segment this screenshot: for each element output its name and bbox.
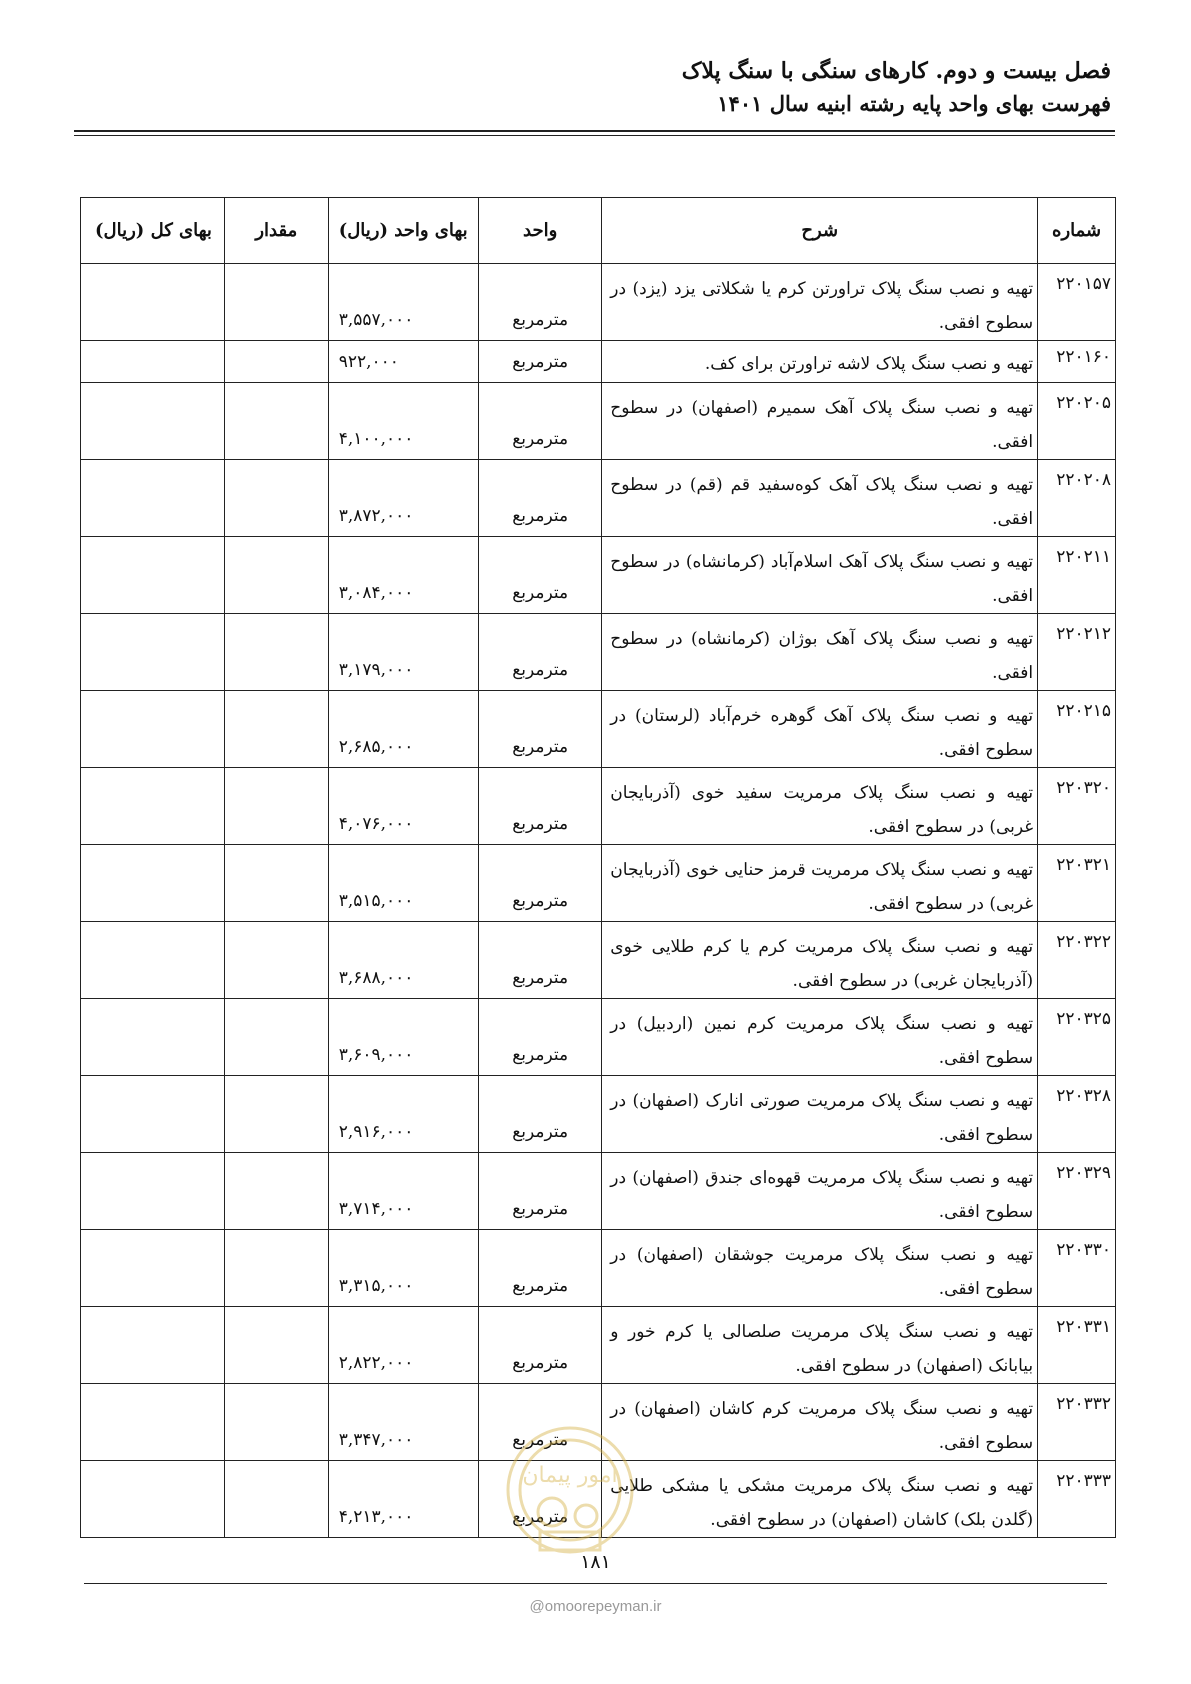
row-description: تهیه و نصب سنگ پلاک لاشه تراورتن برای کف. xyxy=(602,341,1038,383)
row-quantity xyxy=(224,460,328,537)
row-total xyxy=(81,264,225,341)
row-quantity xyxy=(224,264,328,341)
row-description: تهیه و نصب سنگ پلاک مرمریت جوشقان (اصفهان) در سطوح افقی. xyxy=(602,1230,1038,1307)
table-row xyxy=(81,999,1116,1076)
price-table xyxy=(80,197,1116,1538)
row-unit: مترمربع xyxy=(479,1230,602,1307)
row-code: ۲۲۰۳۳۰ xyxy=(1038,1230,1116,1307)
row-description: تهیه و نصب سنگ پلاک آهک سمیرم (اصفهان) در سطوح افقی. xyxy=(602,383,1038,460)
row-total xyxy=(81,614,225,691)
row-unit: مترمربع xyxy=(479,383,602,460)
row-description: تهیه و نصب سنگ پلاک مرمریت صورتی انارک (اصفهان) در سطوح افقی. xyxy=(602,1076,1038,1153)
row-description: تهیه و نصب سنگ پلاک آهک بوژان (کرمانشاه) در سطوح افقی. xyxy=(602,614,1038,691)
row-unit-price: ۳,۶۰۹,۰۰۰ xyxy=(328,999,478,1076)
header-unit: واحد xyxy=(479,198,602,264)
row-unit: مترمربع xyxy=(479,768,602,845)
row-quantity xyxy=(224,768,328,845)
table-row xyxy=(81,460,1116,537)
row-quantity xyxy=(224,1307,328,1384)
table-row xyxy=(81,341,1116,383)
row-unit-price: ۳,۳۱۵,۰۰۰ xyxy=(328,1230,478,1307)
header-description: شرح xyxy=(602,198,1038,264)
row-description: تهیه و نصب سنگ پلاک مرمریت کرم یا کرم طلایی خوی (آذربایجان غربی) در سطوح افقی. xyxy=(602,922,1038,999)
row-total xyxy=(81,922,225,999)
row-total xyxy=(81,537,225,614)
header-rule-thin xyxy=(74,135,1115,136)
row-unit: مترمربع xyxy=(479,264,602,341)
row-code: ۲۲۰۳۲۰ xyxy=(1038,768,1116,845)
row-total xyxy=(81,1461,225,1538)
row-unit-price: ۳,۵۵۷,۰۰۰ xyxy=(328,264,478,341)
row-quantity xyxy=(224,922,328,999)
row-quantity xyxy=(224,1384,328,1461)
row-description: تهیه و نصب سنگ پلاک آهک کوه‌سفید قم (قم) در سطوح افقی. xyxy=(602,460,1038,537)
table-row xyxy=(81,1307,1116,1384)
seal-watermark xyxy=(500,1420,640,1570)
row-quantity xyxy=(224,845,328,922)
row-unit-price: ۳,۷۱۴,۰۰۰ xyxy=(328,1153,478,1230)
header-code: شماره xyxy=(1038,198,1116,264)
row-total xyxy=(81,1153,225,1230)
table-row xyxy=(81,383,1116,460)
row-total xyxy=(81,1230,225,1307)
row-total xyxy=(81,691,225,768)
row-description: تهیه و نصب سنگ پلاک مرمریت صلصالی یا کرم خور و بیابانک (اصفهان) در سطوح افقی. xyxy=(602,1307,1038,1384)
row-description: تهیه و نصب سنگ پلاک مرمریت قرمز حنایی خوی (آذربایجان غربی) در سطوح افقی. xyxy=(602,845,1038,922)
row-unit: مترمربع xyxy=(479,845,602,922)
row-unit: مترمربع xyxy=(479,999,602,1076)
row-unit: مترمربع xyxy=(479,537,602,614)
row-description: تهیه و نصب سنگ پلاک مرمریت کرم کاشان (اصفهان) در سطوح افقی. xyxy=(602,1384,1038,1461)
row-unit-price: ۳,۵۱۵,۰۰۰ xyxy=(328,845,478,922)
row-code: ۲۲۰۳۲۵ xyxy=(1038,999,1116,1076)
row-unit-price: ۳,۱۷۹,۰۰۰ xyxy=(328,614,478,691)
row-description: تهیه و نصب سنگ پلاک مرمریت مشکی یا مشکی طلایی (گلدن بلک) کاشان (اصفهان) در سطوح افقی. xyxy=(602,1461,1038,1538)
row-description: تهیه و نصب سنگ پلاک تراورتن کرم یا شکلاتی یزد (یزد) در سطوح افقی. xyxy=(602,264,1038,341)
row-quantity xyxy=(224,1153,328,1230)
row-total xyxy=(81,460,225,537)
footer-rule xyxy=(84,1583,1107,1584)
row-unit: مترمربع xyxy=(479,1076,602,1153)
row-description: تهیه و نصب سنگ پلاک مرمریت قهوه‌ای جندق (اصفهان) در سطوح افقی. xyxy=(602,1153,1038,1230)
header-rule-thick xyxy=(74,130,1115,132)
gear-seal-icon xyxy=(508,1428,632,1552)
website-watermark: @omoorepeyman.ir xyxy=(529,1598,662,1615)
row-total xyxy=(81,383,225,460)
row-code: ۲۲۰۳۳۲ xyxy=(1038,1384,1116,1461)
row-code: ۲۲۰۲۱۱ xyxy=(1038,537,1116,614)
row-code: ۲۲۰۲۱۵ xyxy=(1038,691,1116,768)
row-unit: مترمربع xyxy=(479,922,602,999)
row-unit-price: ۲,۸۲۲,۰۰۰ xyxy=(328,1307,478,1384)
table-row xyxy=(81,768,1116,845)
row-quantity xyxy=(224,341,328,383)
row-quantity xyxy=(224,1076,328,1153)
row-code: ۲۲۰۱۵۷ xyxy=(1038,264,1116,341)
row-unit: مترمربع xyxy=(479,460,602,537)
row-description: تهیه و نصب سنگ پلاک مرمریت کرم نمین (اردبیل) در سطوح افقی. xyxy=(602,999,1038,1076)
row-quantity xyxy=(224,383,328,460)
row-code: ۲۲۰۳۲۹ xyxy=(1038,1153,1116,1230)
table-row xyxy=(81,264,1116,341)
row-total xyxy=(81,999,225,1076)
row-code: ۲۲۰۳۲۱ xyxy=(1038,845,1116,922)
row-unit: مترمربع xyxy=(479,1153,602,1230)
row-unit-price: ۲,۹۱۶,۰۰۰ xyxy=(328,1076,478,1153)
row-total xyxy=(81,341,225,383)
row-quantity xyxy=(224,614,328,691)
row-unit-price: ۳,۶۸۸,۰۰۰ xyxy=(328,922,478,999)
table-row xyxy=(81,845,1116,922)
row-description: تهیه و نصب سنگ پلاک آهک اسلام‌آباد (کرمانشاه) در سطوح افقی. xyxy=(602,537,1038,614)
row-unit: مترمربع xyxy=(479,1461,602,1538)
row-unit-price: ۳,۰۸۴,۰۰۰ xyxy=(328,537,478,614)
row-unit-price: ۳,۸۷۲,۰۰۰ xyxy=(328,460,478,537)
row-unit: مترمربع xyxy=(479,1384,602,1461)
row-unit-price: ۴,۲۱۳,۰۰۰ xyxy=(328,1461,478,1538)
row-quantity xyxy=(224,999,328,1076)
row-code: ۲۲۰۳۳۳ xyxy=(1038,1461,1116,1538)
table-row xyxy=(81,691,1116,768)
page-number: ۱۸۱ xyxy=(580,1551,611,1573)
row-code: ۲۲۰۲۱۲ xyxy=(1038,614,1116,691)
row-unit-price: ۴,۰۷۶,۰۰۰ xyxy=(328,768,478,845)
row-total xyxy=(81,845,225,922)
header-quantity: مقدار xyxy=(224,198,328,264)
row-quantity xyxy=(224,1230,328,1307)
row-unit-price: ۹۲۲,۰۰۰ xyxy=(328,341,478,383)
chapter-title: فصل بیست و دوم. کارهای سنگی با سنگ پلاک xyxy=(681,58,1111,84)
row-code: ۲۲۰۳۳۱ xyxy=(1038,1307,1116,1384)
row-total xyxy=(81,768,225,845)
row-quantity xyxy=(224,691,328,768)
row-code: ۲۲۰۱۶۰ xyxy=(1038,341,1116,383)
row-unit: مترمربع xyxy=(479,614,602,691)
table-row xyxy=(81,614,1116,691)
row-description: تهیه و نصب سنگ پلاک آهک گوهره خرم‌آباد (لرستان) در سطوح افقی. xyxy=(602,691,1038,768)
row-unit: مترمربع xyxy=(479,341,602,383)
row-unit: مترمربع xyxy=(479,691,602,768)
row-code: ۲۲۰۲۰۵ xyxy=(1038,383,1116,460)
row-unit-price: ۲,۶۸۵,۰۰۰ xyxy=(328,691,478,768)
seal-text: امور پیمان xyxy=(522,1463,618,1488)
page-header xyxy=(76,54,1111,120)
table-row xyxy=(81,922,1116,999)
row-code: ۲۲۰۲۰۸ xyxy=(1038,460,1116,537)
row-description: تهیه و نصب سنگ پلاک مرمریت سفید خوی (آذربایجان غربی) در سطوح افقی. xyxy=(602,768,1038,845)
table-row xyxy=(81,1230,1116,1307)
document-subtitle: فهرست بهای واحد پایه رشته ابنیه سال ۱۴۰۱ xyxy=(717,91,1111,116)
row-unit: مترمربع xyxy=(479,1307,602,1384)
table-row xyxy=(81,1076,1116,1153)
row-code: ۲۲۰۳۲۸ xyxy=(1038,1076,1116,1153)
table-row xyxy=(81,1153,1116,1230)
row-total xyxy=(81,1076,225,1153)
row-unit-price: ۴,۱۰۰,۰۰۰ xyxy=(328,383,478,460)
header-total: بهای کل (ریال) xyxy=(81,198,225,264)
row-total xyxy=(81,1384,225,1461)
row-unit-price: ۳,۳۴۷,۰۰۰ xyxy=(328,1384,478,1461)
row-total xyxy=(81,1307,225,1384)
row-code: ۲۲۰۳۲۲ xyxy=(1038,922,1116,999)
table-row xyxy=(81,537,1116,614)
row-quantity xyxy=(224,537,328,614)
table-header-row xyxy=(81,198,1116,264)
row-quantity xyxy=(224,1461,328,1538)
header-unit-price: بهای واحد (ریال) xyxy=(328,198,478,264)
